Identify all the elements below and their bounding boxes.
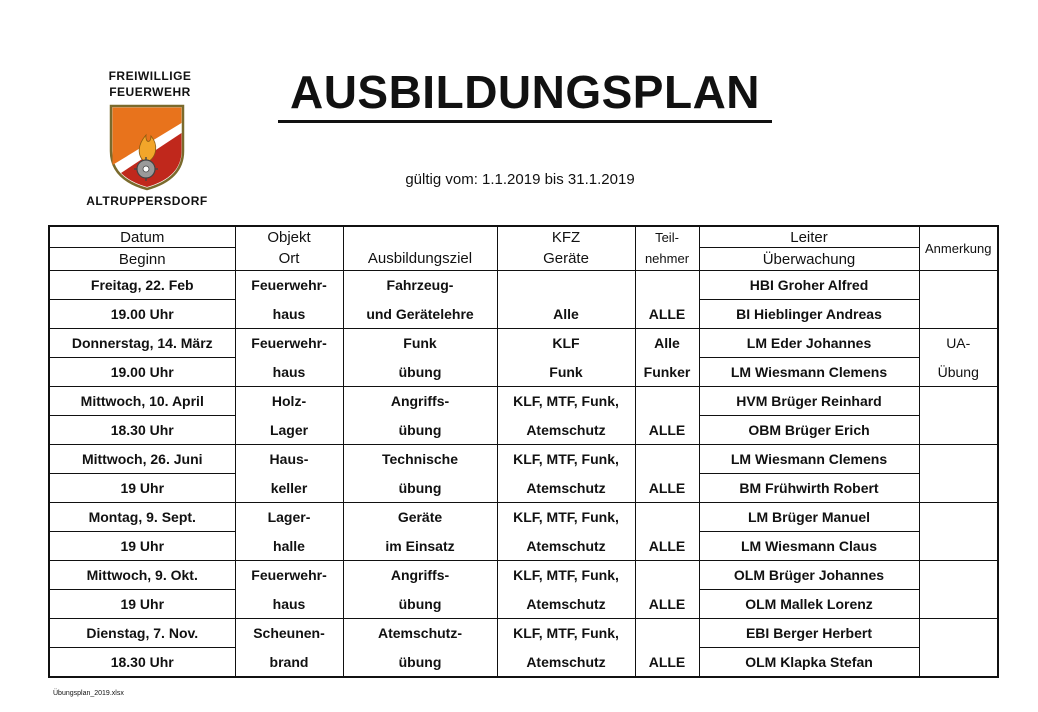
cell-ausbildungsziel: Funk	[343, 329, 497, 358]
logo-line-freiwillige: FREIWILLIGE	[108, 69, 192, 83]
cell-anmerkung	[919, 590, 998, 619]
cell-beginn: 19 Uhr	[49, 474, 235, 503]
cell-kfz: KLF, MTF, Funk,	[497, 619, 635, 648]
cell-teilnehmer: Funker	[635, 358, 699, 387]
table-row	[49, 561, 998, 590]
cell-teilnehmer: Alle	[635, 329, 699, 358]
header-anmerkung: Anmerkung	[919, 226, 998, 271]
cell-teilnehmer	[635, 619, 699, 648]
cell-geraete: Atemschutz	[497, 474, 635, 503]
header-objekt: Objekt	[235, 226, 343, 248]
cell-anmerkung	[919, 300, 998, 329]
table-row	[49, 474, 998, 503]
cell-objekt: Feuerwehr-	[235, 561, 343, 590]
cell-ueberwachung: LM Wiesmann Claus	[699, 532, 919, 561]
table-row	[49, 300, 998, 329]
table-row	[49, 416, 998, 445]
cell-beginn: 19.00 Uhr	[49, 300, 235, 329]
cell-objekt: Lager-	[235, 503, 343, 532]
cell-geraete: Atemschutz	[497, 590, 635, 619]
table-row	[49, 387, 998, 416]
cell-datum: Montag, 9. Sept.	[49, 503, 235, 532]
footer-filename: Übungsplan_2019.xlsx	[53, 690, 124, 697]
cell-leiter: OLM Brüger Johannes	[699, 561, 919, 590]
cell-ueberwachung: LM Wiesmann Clemens	[699, 358, 919, 387]
header-nehmer: nehmer	[635, 248, 699, 271]
cell-ueberwachung: OBM Brüger Erich	[699, 416, 919, 445]
table-row	[49, 358, 998, 387]
cell-ausbildungsziel: im Einsatz	[343, 532, 497, 561]
header-ausbildungsziel: Ausbildungsziel	[343, 226, 497, 271]
cell-kfz: KLF, MTF, Funk,	[497, 503, 635, 532]
cell-ausbildungsziel: Technische	[343, 445, 497, 474]
header-kfz: KFZ	[497, 226, 635, 248]
validity-period: gültig vom: 1.1.2019 bis 31.1.2019	[405, 171, 635, 188]
header-ueberwachung: Überwachung	[699, 248, 919, 271]
cell-geraete: Atemschutz	[497, 532, 635, 561]
table-row	[49, 445, 998, 474]
table-row	[49, 271, 998, 300]
cell-teilnehmer	[635, 561, 699, 590]
cell-beginn: 18.30 Uhr	[49, 648, 235, 678]
cell-teilnehmer	[635, 445, 699, 474]
cell-anmerkung	[919, 532, 998, 561]
cell-ausbildungsziel: Angriffs-	[343, 561, 497, 590]
header-teil: Teil-	[635, 226, 699, 248]
logo-text-top	[70, 68, 230, 100]
logo-line-feuerwehr: FEUERWEHR	[109, 85, 191, 99]
cell-ausbildungsziel: und Gerätelehre	[343, 300, 497, 329]
cell-ueberwachung: OLM Klapka Stefan	[699, 648, 919, 678]
cell-kfz: KLF	[497, 329, 635, 358]
cell-anmerkung	[919, 474, 998, 503]
cell-ausbildungsziel: Angriffs-	[343, 387, 497, 416]
cell-geraete: Alle	[497, 300, 635, 329]
cell-anmerkung	[919, 619, 998, 648]
cell-objekt: Feuerwehr-	[235, 329, 343, 358]
cell-geraete: Funk	[497, 358, 635, 387]
cell-ausbildungsziel: Atemschutz-	[343, 619, 497, 648]
cell-ort: haus	[235, 358, 343, 387]
cell-teilnehmer	[635, 271, 699, 300]
title-underline	[278, 120, 772, 123]
cell-beginn: 18.30 Uhr	[49, 416, 235, 445]
cell-beginn: 19 Uhr	[49, 532, 235, 561]
cell-leiter: LM Wiesmann Clemens	[699, 445, 919, 474]
cell-objekt: Holz-	[235, 387, 343, 416]
table-row	[49, 590, 998, 619]
cell-objekt: Feuerwehr-	[235, 271, 343, 300]
logo-place-name: ALTRUPPERSDORF	[86, 194, 208, 208]
cell-teilnehmer: ALLE	[635, 648, 699, 678]
cell-kfz	[497, 271, 635, 300]
cell-beginn: 19 Uhr	[49, 590, 235, 619]
cell-datum: Mittwoch, 9. Okt.	[49, 561, 235, 590]
cell-teilnehmer: ALLE	[635, 590, 699, 619]
table-row	[49, 503, 998, 532]
cell-kfz: KLF, MTF, Funk,	[497, 445, 635, 474]
cell-ausbildungsziel: übung	[343, 358, 497, 387]
cell-leiter: LM Eder Johannes	[699, 329, 919, 358]
cell-anmerkung	[919, 416, 998, 445]
cell-datum: Dienstag, 7. Nov.	[49, 619, 235, 648]
table-row	[49, 648, 998, 678]
cell-ort: Lager	[235, 416, 343, 445]
cell-ausbildungsziel: Fahrzeug-	[343, 271, 497, 300]
cell-ueberwachung: BI Hieblinger Andreas	[699, 300, 919, 329]
table-row	[49, 532, 998, 561]
cell-anmerkung	[919, 561, 998, 590]
cell-objekt: Scheunen-	[235, 619, 343, 648]
header-leiter: Leiter	[699, 226, 919, 248]
cell-leiter: HVM Brüger Reinhard	[699, 387, 919, 416]
cell-anmerkung	[919, 387, 998, 416]
cell-ort: haus	[235, 300, 343, 329]
cell-ueberwachung: OLM Mallek Lorenz	[699, 590, 919, 619]
cell-teilnehmer: ALLE	[635, 300, 699, 329]
cell-geraete: Atemschutz	[497, 648, 635, 678]
cell-ort: keller	[235, 474, 343, 503]
cell-ort: haus	[235, 590, 343, 619]
cell-ueberwachung: BM Frühwirth Robert	[699, 474, 919, 503]
cell-datum: Freitag, 22. Feb	[49, 271, 235, 300]
cell-anmerkung	[919, 271, 998, 300]
fire-brigade-shield-icon	[108, 103, 186, 191]
cell-anmerkung: UA-	[919, 329, 998, 358]
cell-kfz: KLF, MTF, Funk,	[497, 387, 635, 416]
page-title: AUSBILDUNGSPLAN	[289, 66, 761, 118]
table-row	[49, 329, 998, 358]
header-beginn: Beginn	[49, 248, 235, 271]
cell-teilnehmer: ALLE	[635, 416, 699, 445]
cell-ort: brand	[235, 648, 343, 678]
table-row	[49, 619, 998, 648]
training-schedule-table	[48, 225, 999, 678]
cell-objekt: Haus-	[235, 445, 343, 474]
cell-teilnehmer	[635, 387, 699, 416]
cell-ausbildungsziel: übung	[343, 416, 497, 445]
cell-datum: Mittwoch, 10. April	[49, 387, 235, 416]
cell-geraete: Atemschutz	[497, 416, 635, 445]
cell-anmerkung	[919, 445, 998, 474]
header-ort: Ort	[235, 248, 343, 271]
cell-leiter: LM Brüger Manuel	[699, 503, 919, 532]
cell-anmerkung: Übung	[919, 358, 998, 387]
cell-anmerkung	[919, 503, 998, 532]
header-geraete: Geräte	[497, 248, 635, 271]
cell-teilnehmer: ALLE	[635, 532, 699, 561]
header-row-2	[49, 248, 998, 271]
cell-ausbildungsziel: übung	[343, 648, 497, 678]
cell-ort: halle	[235, 532, 343, 561]
cell-beginn: 19.00 Uhr	[49, 358, 235, 387]
cell-leiter: HBI Groher Alfred	[699, 271, 919, 300]
cell-teilnehmer	[635, 503, 699, 532]
header-datum: Datum	[49, 226, 235, 248]
cell-ausbildungsziel: übung	[343, 590, 497, 619]
cell-datum: Mittwoch, 26. Juni	[49, 445, 235, 474]
cell-ausbildungsziel: übung	[343, 474, 497, 503]
cell-leiter: EBI Berger Herbert	[699, 619, 919, 648]
cell-ausbildungsziel: Geräte	[343, 503, 497, 532]
cell-teilnehmer: ALLE	[635, 474, 699, 503]
cell-kfz: KLF, MTF, Funk,	[497, 561, 635, 590]
cell-anmerkung	[919, 648, 998, 678]
cell-datum: Donnerstag, 14. März	[49, 329, 235, 358]
header-row-1	[49, 226, 998, 248]
